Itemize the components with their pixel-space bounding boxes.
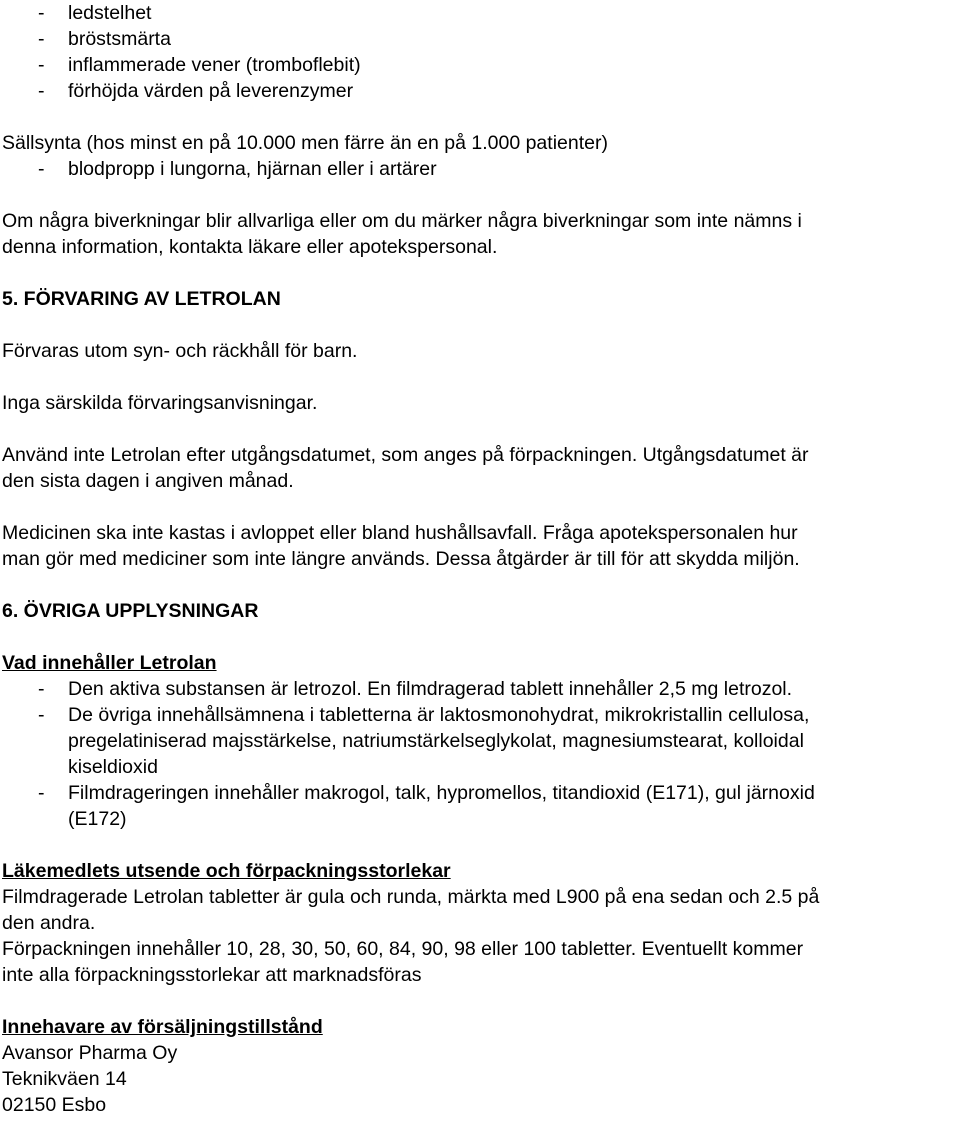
list-item: - inflammerade vener (tromboflebit) bbox=[38, 54, 361, 76]
list-dash: - bbox=[38, 704, 45, 726]
list-dash: - bbox=[38, 54, 45, 76]
holder-company: Avansor Pharma Oy bbox=[2, 1042, 178, 1064]
holder-street: Teknikväen 14 bbox=[2, 1068, 127, 1090]
list-dash: - bbox=[38, 2, 45, 24]
section-5-title: 5. FÖRVARING AV LETROLAN bbox=[2, 288, 281, 310]
list-item: - förhöjda värden på leverenzymer bbox=[38, 80, 354, 102]
holder-city: 02150 Esbo bbox=[2, 1094, 107, 1116]
side-effects-note: Om några biverkningar blir allvarliga eller om du märker några biverkningar som inte nämns i denna information, kontakta läkare eller apotekspersonal. bbox=[2, 210, 802, 258]
storage-text: Förvaras utom syn- och räckhåll för barn. bbox=[2, 340, 358, 362]
list-dash: - bbox=[38, 158, 45, 180]
contents-heading: Vad innehåller Letrolan bbox=[2, 652, 217, 674]
rare-label: Sällsynta bbox=[2, 132, 82, 154]
list-item: - ledstelhet bbox=[38, 2, 152, 24]
holder-heading: Innehavare av försäljningstillstånd bbox=[2, 1016, 323, 1038]
list-dash: - bbox=[38, 28, 45, 50]
list-item: - Den aktiva substansen är letrozol. En filmdragerad tablett innehåller 2,5 mg letrozol. bbox=[38, 678, 793, 700]
list-dash: - bbox=[38, 80, 45, 102]
storage-text: Inga särskilda förvaringsanvisningar. bbox=[2, 392, 318, 414]
disposal-paragraph: Medicinen ska inte kastas i avloppet eller bland hushållsavfall. Fråga apotekspersonalen hur man gör med mediciner som inte längre används. Dessa åtgärder är till för att skydda miljön. bbox=[2, 522, 800, 570]
list-dash: - bbox=[38, 782, 45, 804]
rare-qualifier: (hos minst en på 10.000 men färre än en på 1.000 patienter) bbox=[86, 132, 608, 154]
appearance-paragraph: Filmdragerade Letrolan tabletter är gula och runda, märkta med L900 på ena sedan och 2.5 på den andra. Förpackningen innehåller 10, 28, 30, 50, 60, 84, 90, 98 eller 100 tabletter. Eventuellt kommer inte alla förpackningsstorlekar att marknadsföras bbox=[2, 886, 820, 986]
rare-frequency-heading bbox=[2, 130, 958, 156]
list-item: - bröstsmärta bbox=[38, 28, 171, 50]
list-item: - blodpropp i lungorna, hjärnan eller i artärer bbox=[38, 158, 437, 180]
expiry-paragraph: Använd inte Letrolan efter utgångsdatumet, som anges på förpackningen. Utgångsdatumet är den sista dagen i angiven månad. bbox=[2, 444, 809, 492]
list-item: - Filmdrageringen innehåller makrogol, talk, hypromellos, titandioxid (E171), gul järnoxid (E172) bbox=[38, 782, 815, 830]
holder-address bbox=[2, 1040, 958, 1118]
list-dash: - bbox=[38, 678, 45, 700]
appearance-heading: Läkemedlets utsende och förpackningsstorlekar bbox=[2, 860, 451, 882]
intro-side-effect-list bbox=[2, 0, 958, 104]
leaflet-page bbox=[2, 0, 958, 1118]
contents-list bbox=[2, 676, 958, 832]
section-6-title: 6. ÖVRIGA UPPLYSNINGAR bbox=[2, 600, 259, 622]
list-item: - De övriga innehållsämnena i tabletterna är laktosmonohydrat, mikrokristallin cellulosa, pregelatiniserad majsstärkelse, natriumstärkelseglykolat, magnesiumstearat, kolloidal kiseldioxid bbox=[38, 704, 810, 778]
